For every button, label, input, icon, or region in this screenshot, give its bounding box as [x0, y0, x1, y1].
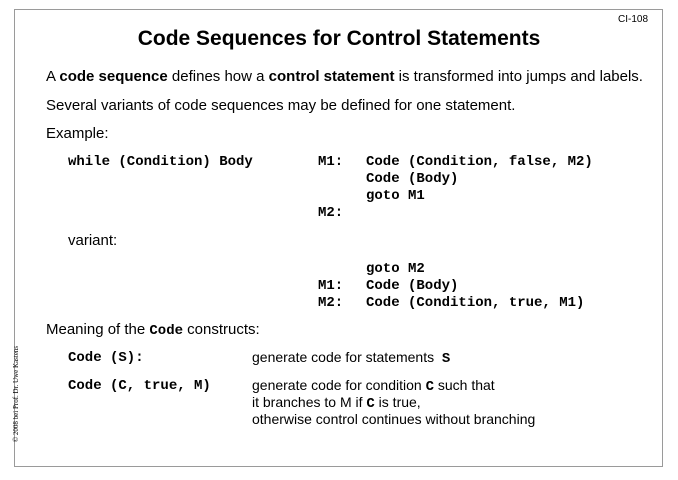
code-label: M2:	[318, 295, 344, 311]
code-line: Code (Body)	[366, 278, 459, 294]
definition-description: it branches to M if C is true,	[252, 394, 421, 412]
definition-construct: Code (C, true, M)	[68, 378, 211, 394]
variant-label: variant:	[68, 232, 118, 249]
code-line: Code (Body)	[366, 171, 459, 187]
variants-paragraph: Several variants of code sequences may be defined for one statement.	[46, 97, 516, 114]
code-label: M2:	[318, 205, 344, 221]
definition-description: generate code for statements S	[252, 349, 451, 367]
code-line: goto M2	[366, 261, 425, 277]
slide-id: CI-108	[617, 14, 648, 25]
page-title: Code Sequences for Control Statements	[137, 27, 541, 50]
code-label: M1:	[318, 154, 344, 170]
code-line: goto M1	[366, 188, 425, 204]
definition-description: generate code for condition C such that	[252, 377, 495, 395]
code-label: M1:	[318, 278, 344, 294]
example-statement: while (Condition) Body	[68, 154, 253, 170]
definition-construct: Code (S):	[68, 350, 144, 366]
copyright-notice: © 2008 bei Prof. Dr. Uwe Kastens	[12, 345, 20, 443]
meaning-heading: Meaning of the Code constructs:	[46, 321, 260, 339]
example-label: Example:	[46, 125, 109, 142]
code-line: Code (Condition, true, M1)	[366, 295, 585, 311]
intro-paragraph: A code sequence defines how a control statement is transformed into jumps and labels.	[46, 68, 643, 85]
code-line: Code (Condition, false, M2)	[366, 154, 593, 170]
definition-description: otherwise control continues without branching	[252, 411, 536, 427]
